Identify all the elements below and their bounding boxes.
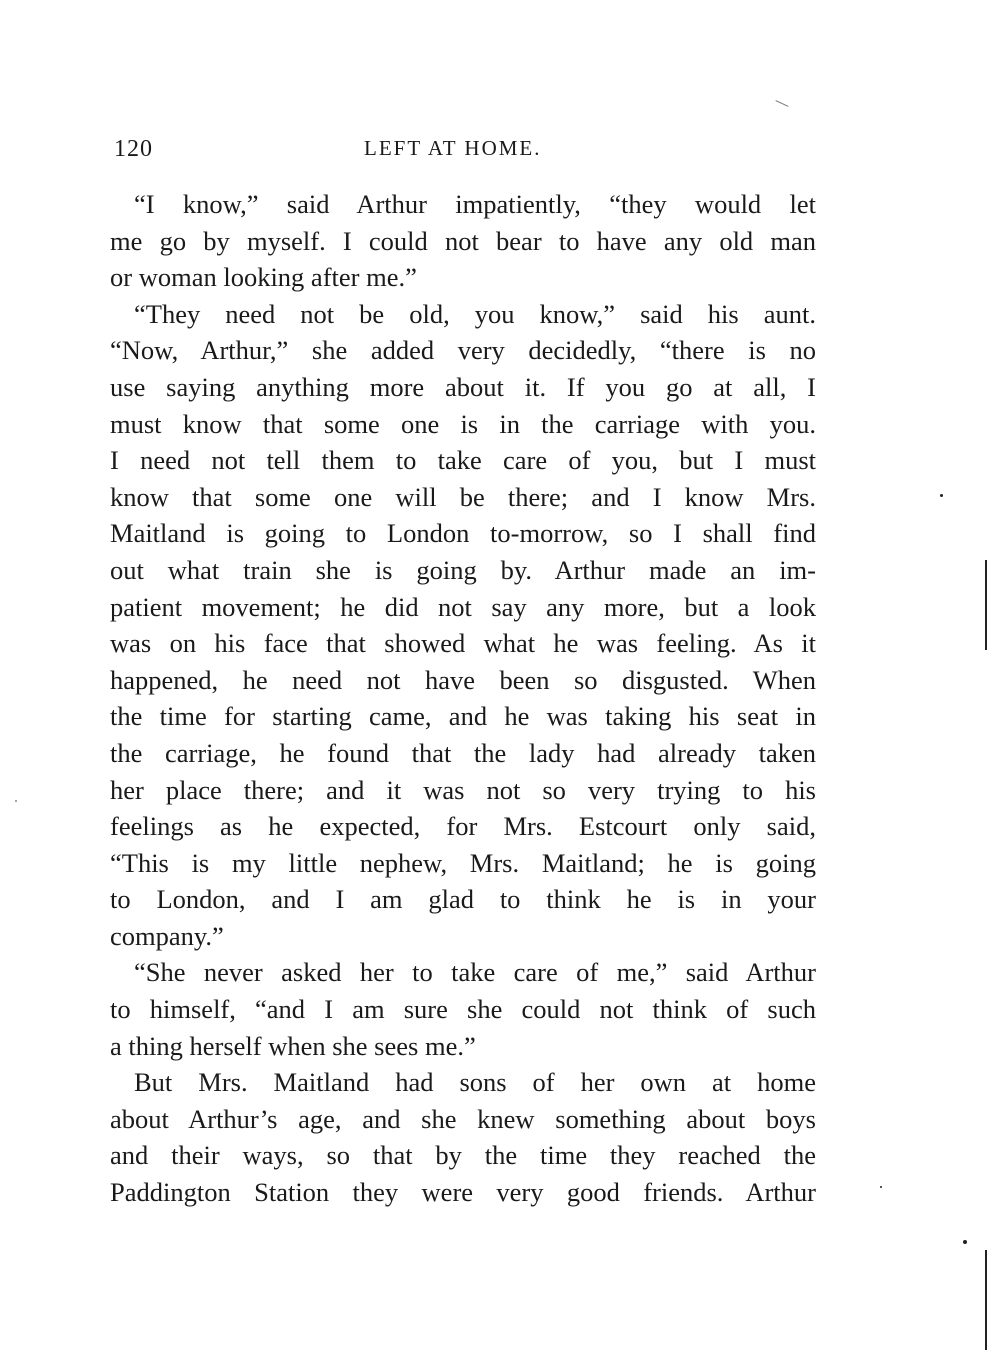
running-title: LEFT AT HOME. [364, 136, 542, 160]
text-line: her place there; and it was not so very trying to his [110, 774, 816, 805]
text-line: Paddington Station they were very good friends. Arthur [110, 1177, 816, 1208]
text-line: to London, and I am glad to think he is in your [110, 884, 816, 915]
scan-mark [985, 560, 987, 650]
text-line: patient movement; he did not say any more, but a look [110, 591, 816, 622]
text-line: and their ways, so that by the time they reached the [110, 1140, 816, 1171]
text-line: “They need not be old, you know,” said his aunt. [134, 298, 816, 329]
text-line: know that some one will be there; and I know Mrs. [110, 481, 816, 512]
text-line: happened, he need not have been so disgusted. When [110, 664, 816, 695]
running-head [114, 136, 814, 166]
text-line: “This is my little nephew, Mrs. Maitland; he is going [110, 847, 816, 878]
text-line: “I know,” said Arthur impatiently, “they would let [134, 189, 816, 219]
text-line: company.” [110, 920, 224, 951]
text-line: to himself, “and I am sure she could not think of such [110, 994, 816, 1025]
text-line: was on his face that showed what he was feeling. As it [110, 628, 816, 659]
text-line: I need not tell them to take care of you, but I must [110, 445, 816, 476]
scan-mark [880, 1186, 882, 1188]
text-line: a thing herself when she sees me.” [110, 1030, 476, 1061]
text-line: the carriage, he found that the lady had already taken [110, 737, 816, 768]
text-line: But Mrs. Maitland had sons of her own at home [134, 1067, 816, 1098]
scan-mark [985, 1250, 987, 1350]
text-line: use saying anything more about it. If you go at all, I [110, 371, 816, 402]
text-line: Maitland is going to London to-morrow, so I shall find [110, 518, 816, 549]
text-line: feelings as he expected, for Mrs. Estcourt only said, [110, 811, 816, 842]
text-line: about Arthur’s age, and she knew something about boys [110, 1103, 816, 1134]
text-line: the time for starting came, and he was taking his seat in [110, 701, 816, 732]
scan-mark [15, 800, 17, 802]
text-line: me go by myself. I could not bear to have any old man [110, 225, 816, 256]
scan-mark [963, 1240, 967, 1244]
text-line: “Now, Arthur,” she added very decidedly, “there is no [110, 335, 816, 366]
page-number: 120 [114, 136, 153, 162]
text-line: or woman looking after me.” [110, 262, 417, 293]
text-line: must know that some one is in the carriage with you. [110, 408, 816, 439]
text-line: out what train she is going by. Arthur made an im- [110, 554, 816, 585]
scan-mark [940, 494, 943, 497]
scan-mark [775, 100, 788, 107]
text-line: “She never asked her to take care of me,” said Arthur [134, 957, 816, 988]
body-text [110, 186, 816, 1211]
